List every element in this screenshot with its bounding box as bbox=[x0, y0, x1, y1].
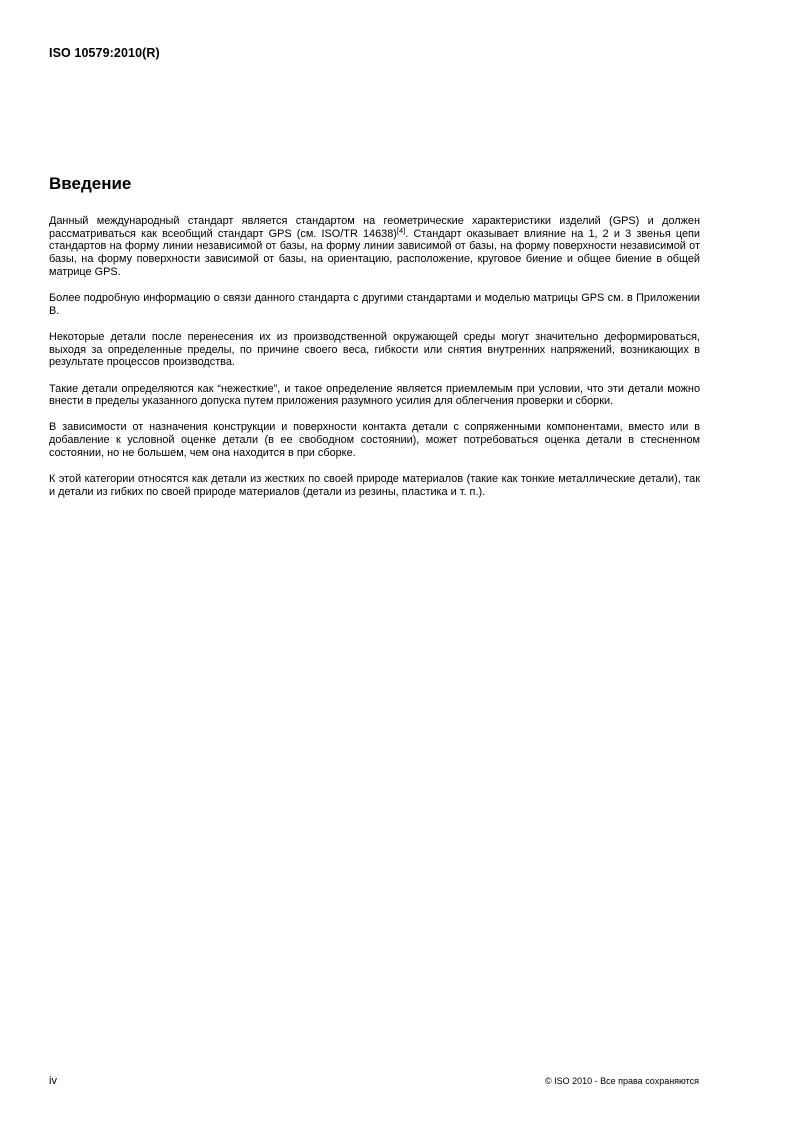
paragraph-1-text-continued: . Стандарт оказывает влияние на 1, 2 и 3 звенья цепи стандартов на форму линии независимой от базы, на форму линии зависимой от базы, на форму поверхности независимой от базы, на форму поверхности зависимой от базы, на ориентацию, расположение, круговое биение и общее биение в общей матрице GPS. bbox=[49, 227, 700, 278]
document-header: ISO 10579:2010(R) bbox=[49, 46, 160, 60]
section-title: Введение bbox=[49, 174, 132, 193]
page-number: iv bbox=[49, 1075, 57, 1087]
paragraph-6: К этой категории относятся как детали из жестких по своей природе материалов (такие как тонкие металлические детали), так и детали из гибких по своей природе материалов (детали из резины, пластика и т. п.). bbox=[49, 473, 700, 498]
paragraph-4: Такие детали определяются как “нежесткие”, и такое определение является приемлемым при условии, что эти детали можно внести в пределы указанного допуска путем приложения разумного усилия для облегчения проверки и сборки. bbox=[49, 382, 700, 408]
paragraph-1 bbox=[49, 215, 700, 279]
paragraph-2: Более подробную информацию о связи данного стандарта с другими стандартами и моделью матрицы GPS см. в Приложении B. bbox=[49, 292, 700, 317]
document-body bbox=[49, 215, 700, 512]
copyright-notice: © ISO 2010 - Все права сохраняются bbox=[544, 1076, 699, 1086]
paragraph-5: В зависимости от назначения конструкции и поверхности контакта детали с сопряженными компонентами, вместо или в добавление к условной оценке детали (в ее свободном состоянии), может потребоваться оценка детали в стесненном состоянии, но не большем, чем она находится в при сборке. bbox=[49, 421, 700, 459]
reference-superscript: [4] bbox=[396, 225, 406, 235]
paragraph-3: Некоторые детали после перенесения их из производственной окружающей среды могут значительно деформироваться, выходя за определенные пределы, по причине своего веса, гибкости или снятия внутренних напряжений, возникающих в результате процессов производства. bbox=[49, 330, 700, 369]
paragraph-1-text: Данный международный стандарт является стандартом на геометрические характеристики изделий (GPS) и должен рассматриваться как всеобщий стандарт GPS (см. ISO/TR 14638) bbox=[49, 215, 700, 240]
